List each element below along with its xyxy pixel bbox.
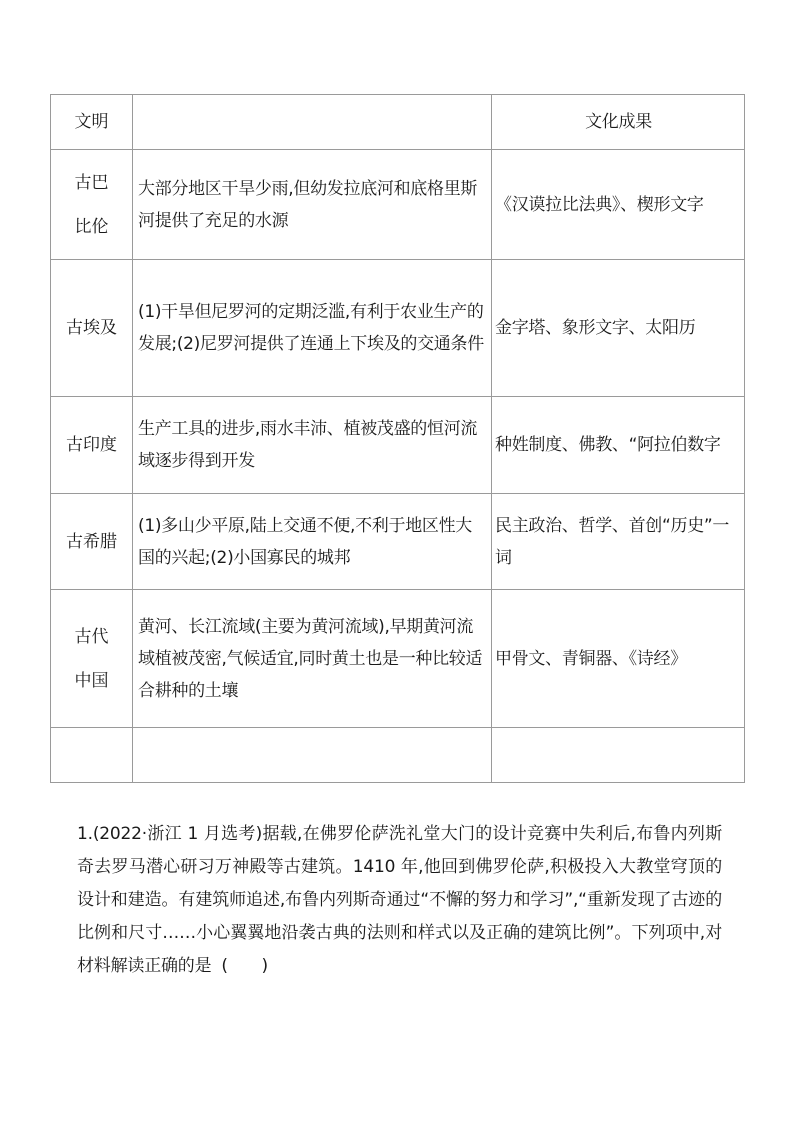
civilization-cell	[51, 260, 133, 397]
header-geography	[133, 95, 492, 150]
header-civilization: 文明	[51, 95, 133, 150]
civilization-cell	[51, 494, 133, 590]
civilization-cell	[51, 150, 133, 260]
achievements-cell	[492, 728, 745, 783]
civilization-name: 古巴	[74, 172, 109, 193]
table-header-row	[51, 95, 745, 150]
table-row	[51, 150, 745, 260]
achievements-cell: 种姓制度、佛教、“阿拉伯数字	[492, 397, 745, 494]
achievements-cell: 民主政治、哲学、首创“历史”一词	[492, 494, 745, 590]
civilization-cell	[51, 728, 133, 783]
geography-cell	[133, 728, 492, 783]
civilization-name: 古代	[74, 626, 109, 647]
geography-cell: (1)多山少平原,陆上交通不便,不利于地区性大国的兴起;(2)小国寡民的城邦	[133, 494, 492, 590]
achievements-cell: 甲骨文、青铜器、《诗经》	[492, 590, 745, 728]
table-row	[51, 260, 745, 397]
question-text: 1.(2022·浙江 1 月选考)据载,在佛罗伦萨洗礼堂大门的设计竞赛中失利后,布鲁内列斯奇去罗马潜心研习万神殿等古建筑。1410 年,他回到佛罗伦萨,积极投入大教堂穹顶的设计和建造。有建筑师追述,布鲁内列斯奇通过“不懈的努力和学习”,“重新发现了古迹的比例和尺寸……小心翼翼地沿袭古典的法则和样式以及正确的建筑比例”。下列项中,对材料解读正确的是	[77, 824, 722, 976]
civilization-name: 古埃及	[66, 318, 117, 338]
geography-cell: 黄河、长江流域(主要为黄河流域),早期黄河流域植被茂密,气候适宜,同时黄土也是一种比较适合耕种的土壤	[133, 590, 492, 728]
table-row	[51, 494, 745, 590]
achievements-cell: 《汉谟拉比法典》、楔形文字	[492, 150, 745, 260]
geography-cell: (1)干旱但尼罗河的定期泛滥,有利于农业生产的发展;(2)尼罗河提供了连通上下埃及的交通条件	[133, 260, 492, 397]
achievements-cell: 金字塔、象形文字、太阳历	[492, 260, 745, 397]
civilization-name: 比伦	[74, 216, 109, 237]
civilization-name: 中国	[74, 670, 109, 691]
civilization-cell	[51, 397, 133, 494]
question-1	[77, 818, 722, 983]
civilization-table	[50, 94, 745, 783]
geography-cell: 大部分地区干旱少雨,但幼发拉底河和底格里斯河提供了充足的水源	[133, 150, 492, 260]
table-row	[51, 728, 745, 783]
civilization-name: 古希腊	[66, 531, 117, 552]
civilization-cell	[51, 590, 133, 728]
civilization-name: 古印度	[66, 435, 117, 455]
table-row	[51, 397, 745, 494]
geography-cell: 生产工具的进步,雨水丰沛、植被茂盛的恒河流域逐步得到开发	[133, 397, 492, 494]
answer-blank: ( )	[221, 956, 268, 976]
header-achievements: 文化成果	[492, 95, 745, 150]
table-row	[51, 590, 745, 728]
